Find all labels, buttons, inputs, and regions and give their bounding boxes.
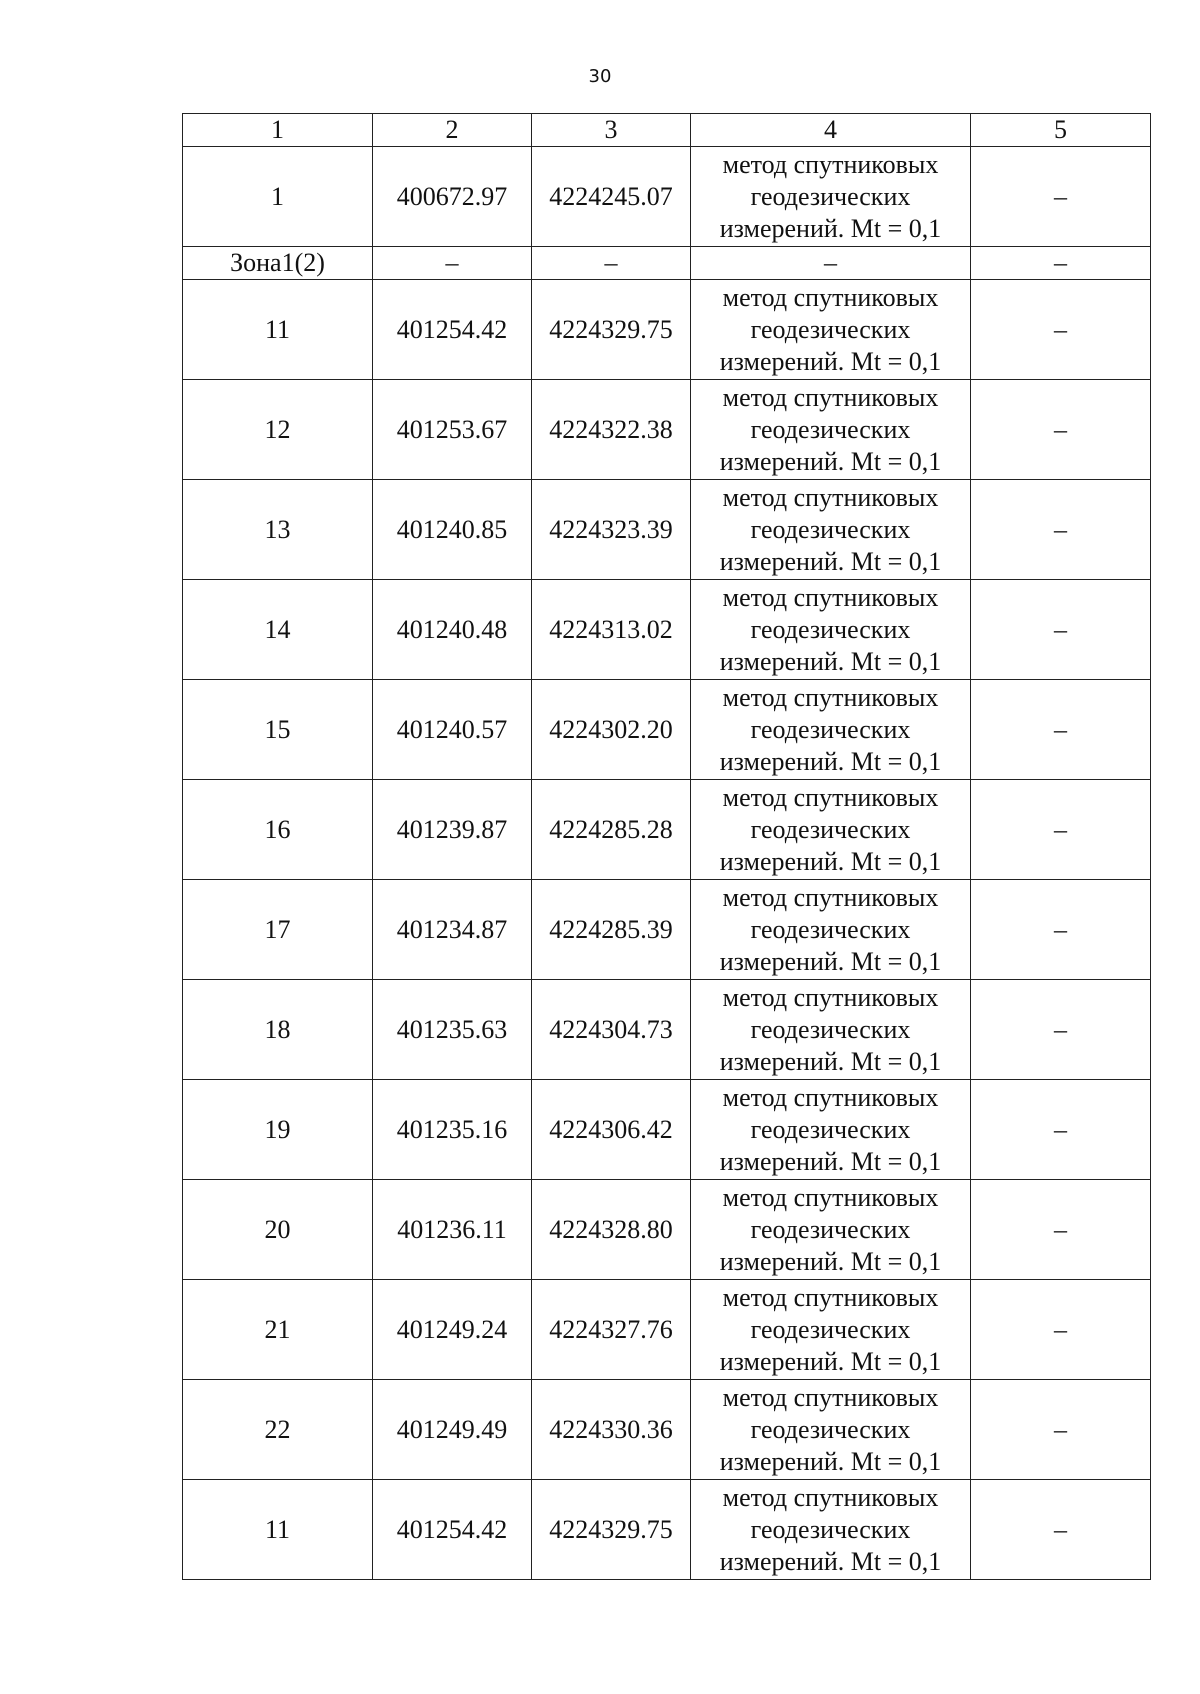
method-line: метод спутниковых: [722, 1482, 939, 1512]
x-cell: 401253.67: [373, 380, 532, 480]
x-cell: 401254.42: [373, 280, 532, 380]
table-row: [183, 480, 1151, 580]
table-row: [183, 1380, 1151, 1480]
coordinates-table: [182, 113, 1151, 1580]
method-line: геодезических: [750, 814, 911, 844]
table-row: [183, 1180, 1151, 1280]
point-number-cell: 12: [183, 380, 373, 480]
method-cell: [691, 1080, 971, 1180]
y-cell: 4224313.02: [532, 580, 691, 680]
method-line: геодезических: [750, 1514, 911, 1544]
header-cell: 4: [691, 114, 971, 147]
method-line: измерений. Mt = 0,1: [719, 213, 942, 243]
header-cell: 3: [532, 114, 691, 147]
x-cell: 401240.48: [373, 580, 532, 680]
point-number-cell: 14: [183, 580, 373, 680]
y-cell: 4224323.39: [532, 480, 691, 580]
y-cell: 4224285.28: [532, 780, 691, 880]
y-cell: 4224327.76: [532, 1280, 691, 1380]
point-number-cell: 1: [183, 147, 373, 247]
y-cell: 4224329.75: [532, 1480, 691, 1580]
method-line: геодезических: [750, 181, 911, 211]
method-cell: [691, 980, 971, 1080]
note-cell: –: [971, 1280, 1151, 1380]
method-cell: [691, 1380, 971, 1480]
x-cell: 401234.87: [373, 880, 532, 980]
x-cell: 401236.11: [373, 1180, 532, 1280]
method-line: метод спутниковых: [722, 1082, 939, 1112]
method-line: измерений. Mt = 0,1: [719, 1346, 942, 1376]
method-line: метод спутниковых: [722, 682, 939, 712]
method-line: метод спутниковых: [722, 1282, 939, 1312]
method-line: геодезических: [750, 314, 911, 344]
y-cell: 4224329.75: [532, 280, 691, 380]
method-line: геодезических: [750, 414, 911, 444]
table-row: [183, 1080, 1151, 1180]
point-number-cell: 13: [183, 480, 373, 580]
y-cell: 4224306.42: [532, 1080, 691, 1180]
method-line: метод спутниковых: [722, 982, 939, 1012]
method-line: измерений. Mt = 0,1: [719, 946, 942, 976]
header-cell: 5: [971, 114, 1151, 147]
method-cell: [691, 580, 971, 680]
x-cell: 401249.24: [373, 1280, 532, 1380]
method-line: метод спутниковых: [722, 882, 939, 912]
method-line: геодезических: [750, 514, 911, 544]
note-cell: –: [971, 1380, 1151, 1480]
point-number-cell: 11: [183, 280, 373, 380]
x-cell: 400672.97: [373, 147, 532, 247]
method-line: метод спутниковых: [722, 382, 939, 412]
zone-row: [183, 247, 1151, 280]
note-cell: –: [971, 280, 1151, 380]
table-body: [183, 114, 1151, 1580]
x-cell: 401240.57: [373, 680, 532, 780]
method-line: метод спутниковых: [722, 1182, 939, 1212]
method-line: измерений. Mt = 0,1: [719, 646, 942, 676]
method-line: геодезических: [750, 1314, 911, 1344]
y-cell: 4224245.07: [532, 147, 691, 247]
table-row: [183, 380, 1151, 480]
table-row: [183, 780, 1151, 880]
note-cell: –: [971, 147, 1151, 247]
method-cell: [691, 1480, 971, 1580]
y-cell: –: [532, 247, 691, 280]
method-cell: [691, 1280, 971, 1380]
method-line: геодезических: [750, 1214, 911, 1244]
note-cell: –: [971, 1480, 1151, 1580]
method-line: измерений. Mt = 0,1: [719, 1146, 942, 1176]
method-line: метод спутниковых: [722, 482, 939, 512]
x-cell: 401240.85: [373, 480, 532, 580]
method-line: геодезических: [750, 914, 911, 944]
x-cell: 401235.63: [373, 980, 532, 1080]
table-row: [183, 680, 1151, 780]
point-number-cell: 18: [183, 980, 373, 1080]
method-cell: [691, 880, 971, 980]
method-cell: [691, 780, 971, 880]
method-line: измерений. Mt = 0,1: [719, 546, 942, 576]
x-cell: 401239.87: [373, 780, 532, 880]
note-cell: –: [971, 380, 1151, 480]
note-cell: –: [971, 980, 1151, 1080]
method-line: метод спутниковых: [722, 1382, 939, 1412]
method-line: геодезических: [750, 714, 911, 744]
y-cell: 4224322.38: [532, 380, 691, 480]
x-cell: –: [373, 247, 532, 280]
y-cell: 4224302.20: [532, 680, 691, 780]
note-cell: –: [971, 480, 1151, 580]
method-line: геодезических: [750, 1114, 911, 1144]
method-line: измерений. Mt = 0,1: [719, 846, 942, 876]
table-row: [183, 880, 1151, 980]
method-cell: [691, 280, 971, 380]
y-cell: 4224328.80: [532, 1180, 691, 1280]
header-row: [183, 114, 1151, 147]
method-line: измерений. Mt = 0,1: [719, 1546, 942, 1576]
y-cell: 4224304.73: [532, 980, 691, 1080]
method-line: измерений. Mt = 0,1: [719, 1446, 942, 1476]
point-number-cell: 11: [183, 1480, 373, 1580]
method-line: метод спутниковых: [722, 582, 939, 612]
point-number-cell: 17: [183, 880, 373, 980]
y-cell: 4224285.39: [532, 880, 691, 980]
point-number-cell: 16: [183, 780, 373, 880]
table-row: [183, 147, 1151, 247]
method-cell: [691, 680, 971, 780]
point-number-cell: 22: [183, 1380, 373, 1480]
table-row: [183, 1480, 1151, 1580]
method-line: метод спутниковых: [722, 149, 939, 179]
note-cell: –: [971, 247, 1151, 280]
method-line: измерений. Mt = 0,1: [719, 446, 942, 476]
method-cell: –: [691, 247, 971, 280]
page-number: 30: [588, 66, 612, 87]
note-cell: –: [971, 1180, 1151, 1280]
note-cell: –: [971, 880, 1151, 980]
note-cell: –: [971, 1080, 1151, 1180]
method-line: измерений. Mt = 0,1: [719, 1046, 942, 1076]
note-cell: –: [971, 780, 1151, 880]
table-row: [183, 280, 1151, 380]
header-cell: 1: [183, 114, 373, 147]
note-cell: –: [971, 580, 1151, 680]
method-line: метод спутниковых: [722, 282, 939, 312]
method-line: геодезических: [750, 1414, 911, 1444]
method-cell: [691, 147, 971, 247]
y-cell: 4224330.36: [532, 1380, 691, 1480]
table-row: [183, 1280, 1151, 1380]
method-line: геодезических: [750, 1014, 911, 1044]
table-row: [183, 580, 1151, 680]
header-cell: 2: [373, 114, 532, 147]
x-cell: 401249.49: [373, 1380, 532, 1480]
point-number-cell: 21: [183, 1280, 373, 1380]
method-line: измерений. Mt = 0,1: [719, 746, 942, 776]
point-number-cell: 19: [183, 1080, 373, 1180]
x-cell: 401235.16: [373, 1080, 532, 1180]
note-cell: –: [971, 680, 1151, 780]
table-row: [183, 980, 1151, 1080]
point-number-cell: 20: [183, 1180, 373, 1280]
method-line: геодезических: [750, 614, 911, 644]
method-line: метод спутниковых: [722, 782, 939, 812]
method-cell: [691, 1180, 971, 1280]
method-cell: [691, 380, 971, 480]
method-line: измерений. Mt = 0,1: [719, 346, 942, 376]
zone-label: Зона1(2): [183, 247, 373, 280]
point-number-cell: 15: [183, 680, 373, 780]
method-line: измерений. Mt = 0,1: [719, 1246, 942, 1276]
x-cell: 401254.42: [373, 1480, 532, 1580]
method-cell: [691, 480, 971, 580]
